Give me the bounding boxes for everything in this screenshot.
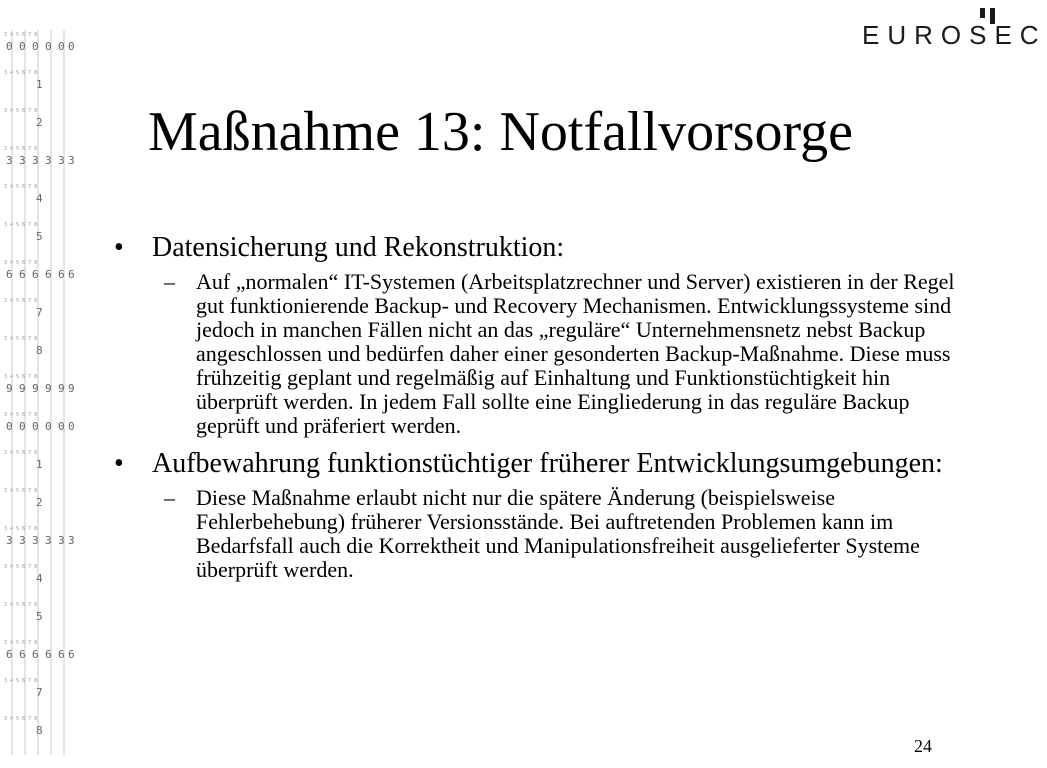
deco-digit: 3 4 5 6 7 8 xyxy=(4,184,38,190)
deco-digit: 0 xyxy=(32,420,39,433)
deco-digit: 6 xyxy=(45,648,52,661)
slide-title: Maßnahme 13: Notfallvorsorge xyxy=(148,101,854,163)
deco-digit: 3 4 5 6 7 8 xyxy=(4,298,38,304)
deco-digit: 7 xyxy=(36,306,43,319)
deco-digit: 3 4 5 6 7 8 xyxy=(4,336,38,342)
deco-digit: 3 4 5 6 7 8 xyxy=(4,488,38,494)
deco-digit: 0 xyxy=(68,420,75,433)
deco-digit: 3 4 5 6 7 8 xyxy=(4,640,38,646)
deco-digit: 3 4 5 6 7 8 xyxy=(4,716,38,722)
deco-digit: 0 xyxy=(58,420,65,433)
deco-digit: 3 xyxy=(68,534,75,547)
bullet-text: Datensicherung und Rekonstruktion: xyxy=(152,232,565,263)
deco-digit: 3 4 5 6 7 8 xyxy=(4,260,38,266)
deco-digit: 3 xyxy=(19,534,26,547)
deco-digit: 6 xyxy=(6,268,13,281)
deco-digit: 9 xyxy=(19,382,26,395)
deco-digit: 3 4 5 6 7 8 xyxy=(4,564,38,570)
deco-digit: 0 xyxy=(32,40,39,53)
deco-digit: 4 xyxy=(36,192,43,205)
deco-digit: 0 xyxy=(6,420,13,433)
dash-icon: – xyxy=(164,269,175,294)
sub-text: Diese Maßnahme erlaubt nicht nur die spätere Änderung (beispielsweise Fehlerbehebung) früherer Versionsstände. Bei auftretenden Problemen kann im Bedarfsfall auch die Korrektheit und Manipulationsfreiheit ausgelieferter Systeme überprüft werden. xyxy=(196,485,920,582)
deco-digit: 3 4 5 6 7 8 xyxy=(4,108,38,114)
deco-digit: 6 xyxy=(19,648,26,661)
deco-digit: 6 xyxy=(58,648,65,661)
deco-digit: 9 xyxy=(45,382,52,395)
deco-digit: 6 xyxy=(6,648,13,661)
deco-digit: 0 xyxy=(68,40,75,53)
deco-digit: 0 xyxy=(45,40,52,53)
deco-digit: 9 xyxy=(58,382,65,395)
eurosec-logo xyxy=(862,6,1047,52)
deco-digit: 2 xyxy=(36,496,43,509)
deco-digit: 3 4 5 6 7 8 xyxy=(4,678,38,684)
deco-digit: 0 xyxy=(19,420,26,433)
deco-digit: 0 xyxy=(19,40,26,53)
slide-content xyxy=(112,232,972,592)
deco-digit: 1 xyxy=(36,78,43,91)
dash-icon: – xyxy=(164,485,175,510)
deco-digit: 6 xyxy=(68,268,75,281)
deco-digit: 0 xyxy=(6,40,13,53)
deco-digit: 2 xyxy=(36,116,43,129)
bullet-text: Aufbewahrung funktionstüchtiger früherer Entwicklungsumgebungen: xyxy=(152,448,943,479)
deco-digit: 3 xyxy=(32,534,39,547)
deco-digit: 5 xyxy=(36,230,43,243)
deco-digit: 9 xyxy=(68,382,75,395)
deco-digit: 3 4 5 6 7 8 xyxy=(4,374,38,380)
deco-digit: 3 xyxy=(6,534,13,547)
sub-item xyxy=(164,485,976,582)
deco-digit: 1 xyxy=(36,458,43,471)
deco-digit: 3 4 5 6 7 8 xyxy=(4,450,38,456)
sub-text: Auf „normalen“ IT-Systemen (Arbeitsplatzrechner und Server) existieren in der Regel gut funktionierende Backup- und Recovery Mechanismen. Entwicklungssysteme sind jedoch in manchen Fällen nicht an das „reguläre“ Unternehmensnetz nebst Backup angeschlossen und bedürfen daher einer gesonderten Backup-Maßnahme. Diese muss frühzeitig geplant und regelmäßig auf Einhaltung und Funktionstüchtigkeit hin überprüft werden. In jedem Fall sollte eine Eingliederung in das reguläre Backup geprüft und präferiert werden. xyxy=(196,269,955,438)
deco-digit: 3 xyxy=(58,534,65,547)
deco-digit: 7 xyxy=(36,686,43,699)
deco-digit: 3 xyxy=(45,534,52,547)
deco-digit: 3 4 5 6 7 8 xyxy=(4,70,38,76)
page-number: 24 xyxy=(914,736,932,756)
deco-digit: 6 xyxy=(68,648,75,661)
deco-digit: 3 4 5 6 7 8 xyxy=(4,222,38,228)
deco-digit: 3 xyxy=(68,154,75,167)
deco-digit: 3 xyxy=(32,154,39,167)
deco-digit: 8 xyxy=(36,344,43,357)
deco-digit: 3 4 5 6 7 8 xyxy=(4,412,38,418)
deco-digit: 6 xyxy=(45,268,52,281)
bullet-item xyxy=(112,448,972,480)
deco-digit: 4 xyxy=(36,572,43,585)
deco-digit: 3 xyxy=(58,154,65,167)
deco-digit: 0 xyxy=(58,40,65,53)
decorative-number-strip xyxy=(0,30,80,760)
deco-digit: 3 4 5 6 7 8 xyxy=(4,32,38,38)
deco-digit: 3 4 5 6 7 8 xyxy=(4,602,38,608)
deco-digit: 3 4 5 6 7 8 xyxy=(4,526,38,532)
deco-digit: 5 xyxy=(36,610,43,623)
logo-text: EUROSEC xyxy=(862,20,1047,50)
deco-digit: 3 xyxy=(19,154,26,167)
deco-digit: 3 4 5 6 7 8 xyxy=(4,146,38,152)
deco-digit: 6 xyxy=(58,268,65,281)
deco-digit: 9 xyxy=(32,382,39,395)
deco-digit: 3 xyxy=(6,154,13,167)
deco-digit: 6 xyxy=(19,268,26,281)
bullet-icon: • xyxy=(114,232,124,263)
deco-digit: 8 xyxy=(36,724,43,737)
deco-digit: 6 xyxy=(32,648,39,661)
deco-digit: 6 xyxy=(32,268,39,281)
bullet-icon: • xyxy=(114,448,124,479)
deco-digit: 3 xyxy=(45,154,52,167)
deco-digit: 0 xyxy=(45,420,52,433)
sub-item xyxy=(164,269,976,438)
deco-digit: 9 xyxy=(6,382,13,395)
bullet-item xyxy=(112,232,972,264)
